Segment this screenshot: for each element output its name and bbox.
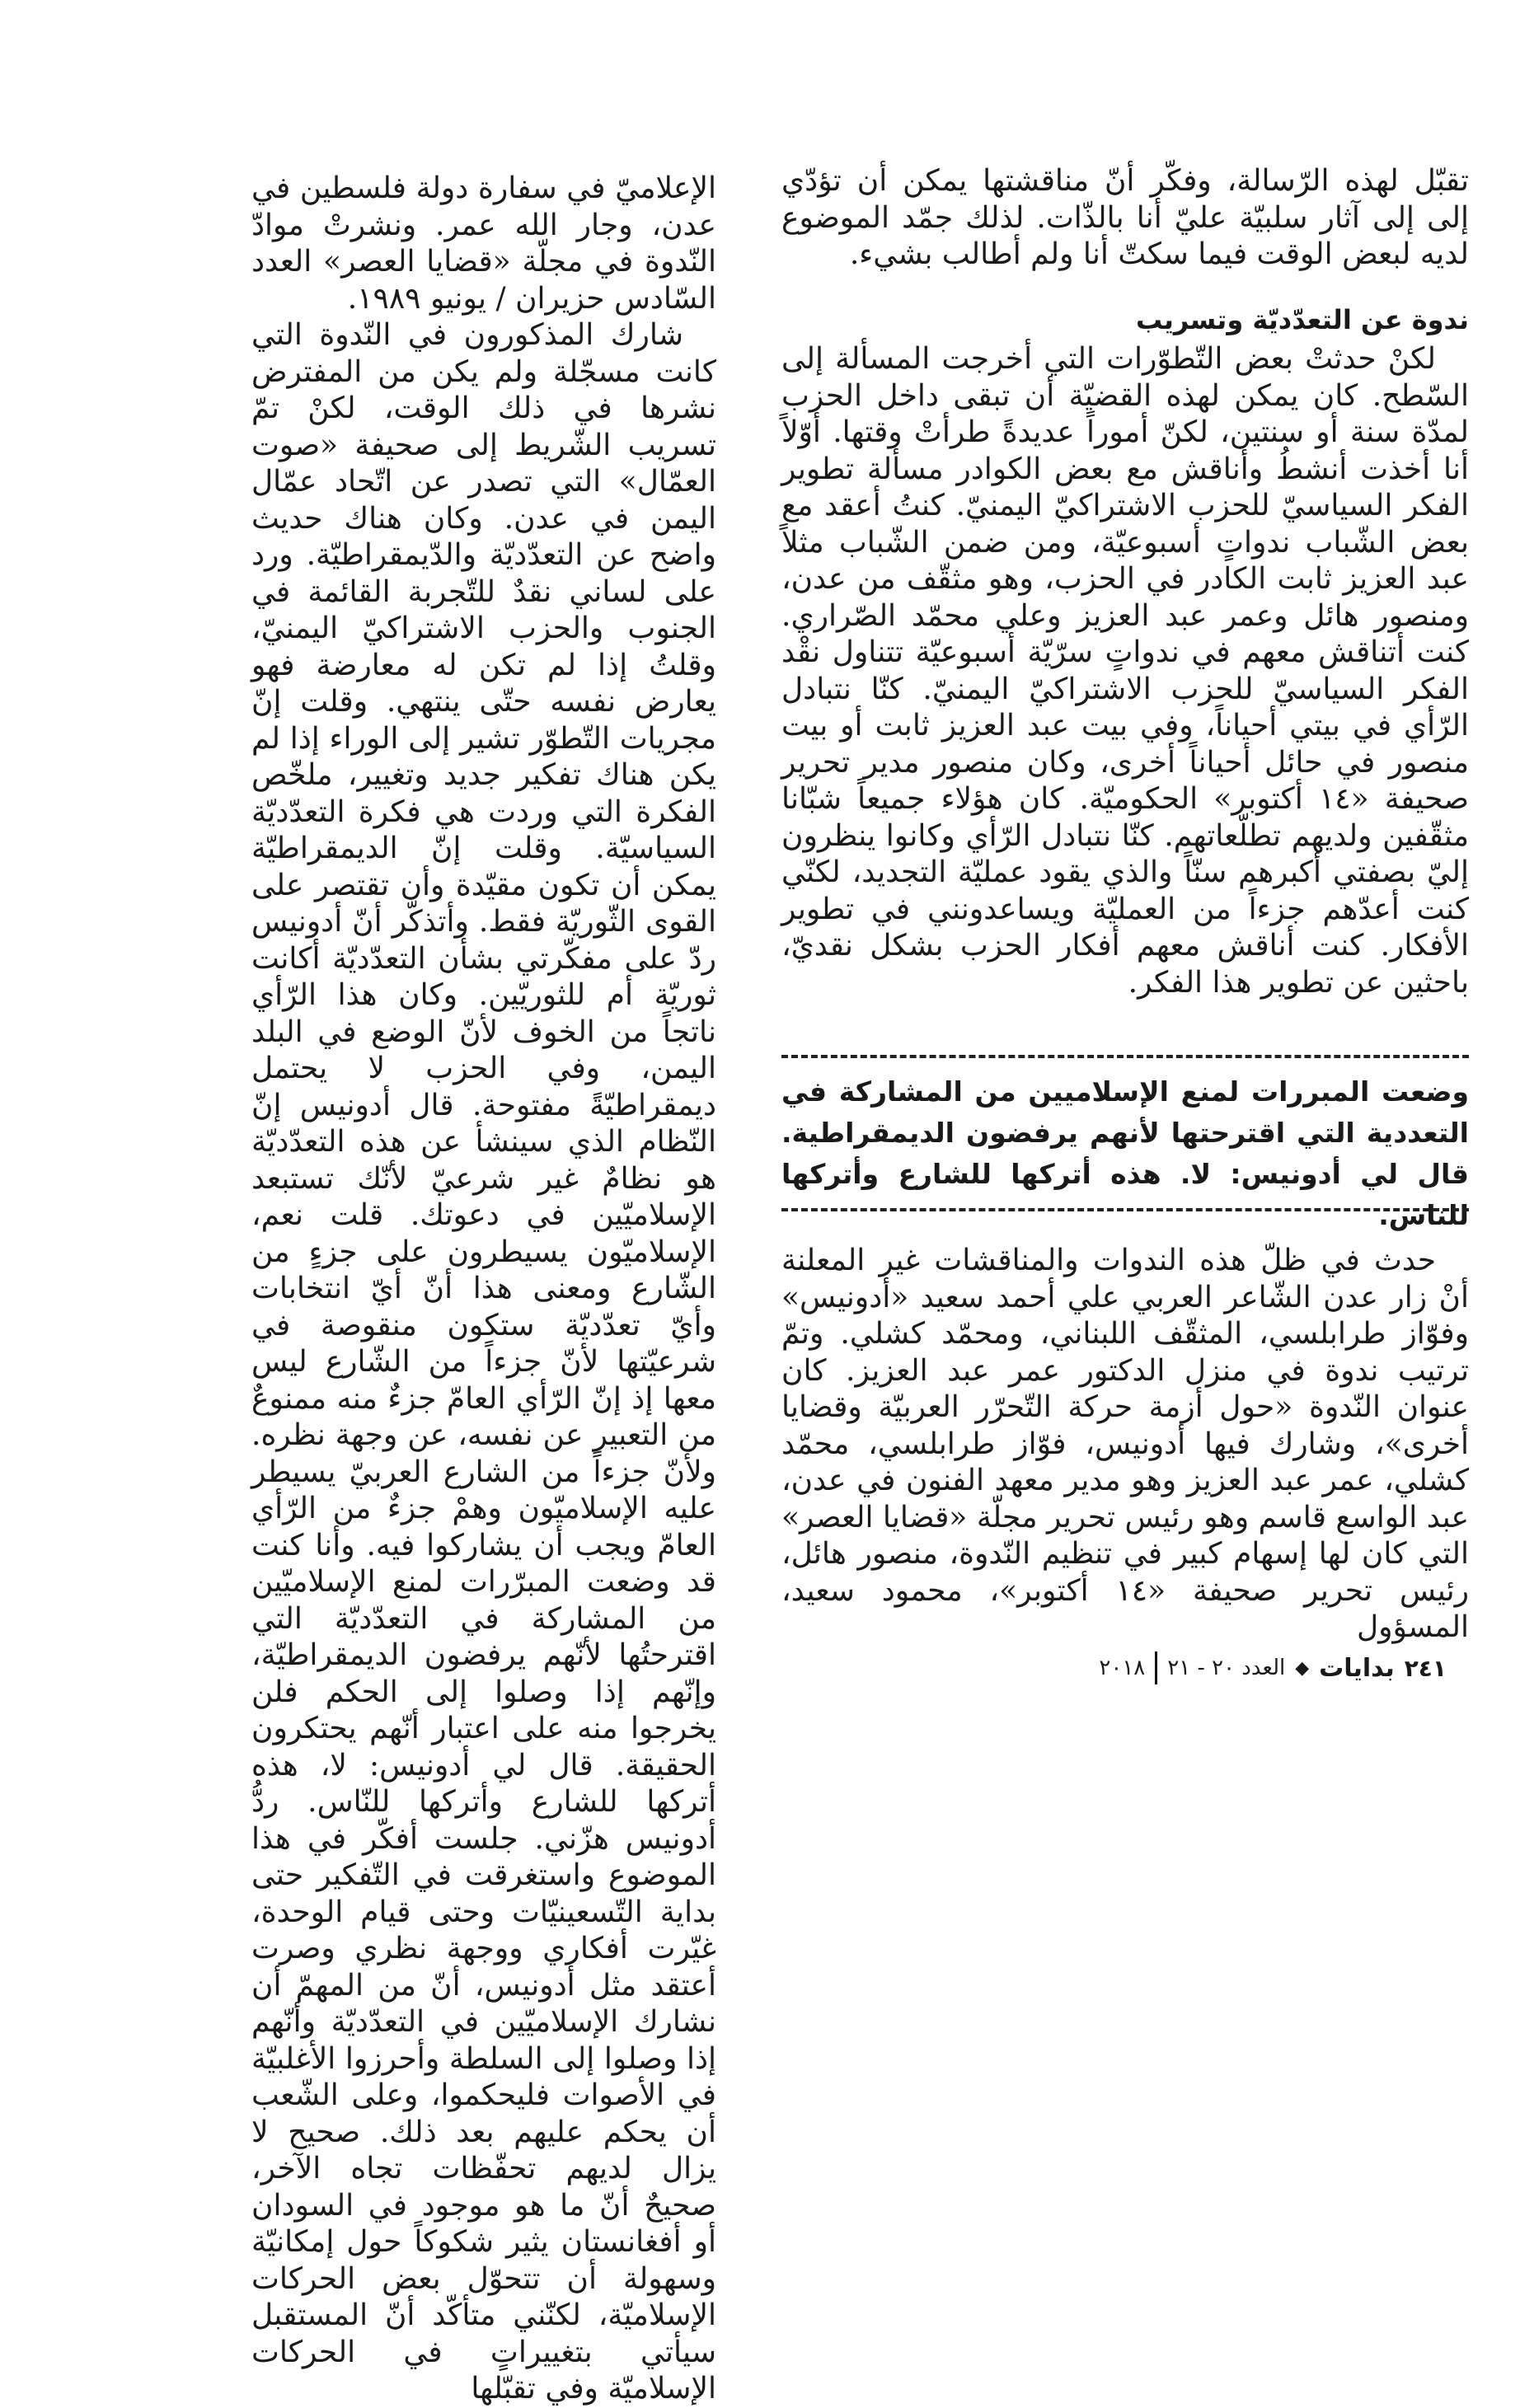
pull-quote-bottom-rule: [781, 1208, 1469, 1211]
pull-quote: [781, 1055, 1469, 1231]
magazine-name: بدايات: [1319, 1653, 1395, 1683]
section-heading: ندوة عن التعدّديّة وتسريب: [1135, 303, 1469, 335]
paragraph: تقبّل لهذه الرّسالة، وفكّر أنّ مناقشتها يمكن أن تؤدّي إلى إلى آثار سلبيّة عليّ أنا بالذّات. لذلك جمّد الموضوع لديه لبعض الوقت فيما سكتّ أنا ولم أطالب بشيء.: [781, 164, 1469, 271]
page-number: ٢٤١: [1404, 1654, 1447, 1682]
paragraph: لكنْ حدثتْ بعض التّطوّرات التي أخرجت المسألة إلى السّطح. كان يمكن لهذه القضيّة أن تبقى داخل الحزب لمدّة سنة أو سنتين، لكنّ أموراً عديدةً طرأتْ وقتها. أوّلاً أنا أخذت أنشطُ وأناقش مع بعض الكوادر مسألة تطوير الفكر السياسيّ للحزب الاشتراكيّ اليمنيّ. كنتُ أعقد مع بعض الشّباب ندواتٍ أسبوعيّة، ومن ضمن الشّباب مثلاً عبد العزيز ثابت الكادر في الحزب، وهو مثقّف من عدن، ومنصور هائل وعمر عبد العزيز وعلي محمّد الصّراري. كنت أتناقش معهم في ندواتٍ سرّيّة أسبوعيّة تتناول نقْد الفكر السياسيّ للحزب الاشتراكيّ اليمنيّ. كنّا نتبادل الرّأي في بيتي أحياناً، وفي بيت عبد العزيز ثابت أو بيت منصور في حائل أحياناً أخرى، وكان منصور مدير تحرير صحيفة «١٤ أكتوبر» الحكوميّة. كان هؤلاء جميعاً شبّانا مثقّفين ولديهم تطلّعاتهم. كنّا نتبادل الرّأي وكانوا ينظرون إليّ بصفتي أكبرهم سنّاً والذي يقود عمليّة التجديد، لكنّي كنت أعدّهم جزءاً من العمليّة ويساعدونني في تطوير الأفكار. كنت أناقش معهم أفكار الحزب بشكل نقديّ، باحثين عن تطوير هذا الفكر.: [781, 342, 1469, 1000]
paragraph: شارك المذكورون في النّدوة التي كانت مسجّلة ولم يكن من المفترض نشرها في ذلك الوقت، لكنْ تمّ تسريب الشّريط إلى صحيفة «صوت العمّال» التي تصدر عن اتّحاد عمّال اليمن في عدن. وكان هناك حديث واضح عن التعدّديّة والدّيمقراطيّة. ورد على لساني نقدٌ للتّجربة القائمة في الجنوب والحزب الاشتراكيّ اليمنيّ، وقلتُ إذا لم تكن له معارضة فهو يعارض نفسه حتّى ينتهي. وقلت إنّ مجريات التّطوّر تشير إلى الوراء إذا لم يكن هناك تفكير جديد وتغيير، ملخّص الفكرة التي وردت هي فكرة التعدّديّة السياسيّة. وقلت إنّ الديمقراطيّة يمكن أن تكون مقيّدة وأن تقتصر على القوى الثّوريّة فقط. وأتذكّر أنّ أدونيس ردّ على مفكّرتي بشأن التعدّديّة أكانت ثوريّة أم للثوريّين. وكان هذا الرّأي ناتجاً من الخوف لأنّ الوضع في البلد اليمن، وفي الحزب لا يحتمل ديمقراطيّةً مفتوحة. قال أدونيس إنّ النّظام الذي سينشأ عن هذه التعدّديّة هو نظامٌ غير شرعيّ لأنّك تستبعد الإسلاميّين في دعوتك. قلت نعم، الإسلاميّون يسيطرون على جزءٍ من الشّارع ومعنى هذا أنّ أيّ انتخابات وأيّ تعدّديّة ستكون منقوصة في شرعيّتها لأنّ جزءاً من الشّارع ليس معها إذ إنّ الرّأي العامّ جزءٌ منه ممنوعٌ من التعبير عن نفسه، عن وجهة نظره. ولأنّ جزءاً من الشارع العربيّ يسيطر عليه الإسلاميّون وهمْ جزءٌ من الرّأي العامّ ويجب أن يشاركوا فيه. وأنا كنت قد وضعت المبرّرات لمنع الإسلاميّين من المشاركة في التعدّديّة التي اقترحتُها لأنّهم يرفضون الديمقراطيّة، وإنّهم إذا وصلوا إلى الحكم فلن يخرجوا منه على اعتبار أنّهم يحتكرون الحقيقة. قال لي أدونيس: لا، هذه أتركها للشارع وأتركها للنّاس. ردُّ أدونيس هزّني. جلست أفكّر في هذا الموضوع واستغرقت في التّفكير حتى بداية التّسعينيّات وحتى قيام الوحدة، غيّرت أفكاري ووجهة نظري وصرت أعتقد مثل أدونيس، أنّ من المهمّ أن نشارك الإسلاميّين في التعدّديّة وأنّهم إذا وصلوا إلى السلطة وأحرزوا الأغلبيّة في الأصوات فليحكموا، وعلى الشّعب أن يحكم عليهم بعد ذلك. صحيح لا يزال لديهم تحفّظات تجاه الآخر، صحيحٌ أنّ ما هو موجود في السودان أو أفغانستان يثير شكوكاً حول إمكانيّة وسهولة أن تتحوّل بعض الحركات الإسلاميّة، لكنّني متأكّد أنّ المستقبل سيأتي بتغييراتٍ في الحركات الإسلاميّة وفي تقبّلها: [251, 318, 716, 2406]
page-footer: [1002, 1650, 1447, 1686]
pull-quote-text: وضعت المبررات لمنع الإسلاميين من المشاركة في التعددية التي اقترحتها لأنهم يرفضون الديمقراطية. قال لي أدونيس: لا. هذه أتركها للشارع وأتركها للناس.: [781, 1075, 1469, 1231]
footer-divider: [1155, 1651, 1157, 1684]
pull-quote-top-rule: [781, 1055, 1469, 1058]
right-column-bottom: [781, 1243, 1469, 1647]
right-column-top: [781, 163, 1469, 1001]
left-column: [251, 171, 716, 2408]
issue-year: ٢٠١٨: [1099, 1656, 1146, 1680]
paragraph: الإعلاميّ في سفارة دولة فلسطين في عدن، وجار الله عمر. ونشرتْ موادّ النّدوة في مجلّة «قضايا العصر» العدد السّادس حزيران / يونيو ١٩٨٩.: [251, 171, 716, 316]
paragraph: حدث في ظلّ هذه الندوات والمناقشات غير المعلنة أنْ زار عدن الشّاعر العربي علي أحمد سعيد «أدونيس» وفوّاز طرابلسي، المثقّف اللبناني، ومحمّد كشلي. وتمّ ترتيب ندوة في منزل الدكتور عمر عبد العزيز. كان عنوان النّدوة «حول أزمة حركة التّحرّر العربيّة وقضايا أخرى»، وشارك فيها أدونيس، فوّاز طرابلسي، محمّد كشلي، عمر عبد العزيز وهو مدير معهد الفنون في عدن، عبد الواسع قاسم وهو رئيس تحرير مجلّة «قضايا العصر» التي كان لها إسهام كبير في تنظيم النّدوة، منصور هائل، رئيس تحرير صحيفة «١٤ أكتوبر»، محمود سعيد، المسؤول: [781, 1244, 1469, 1644]
issue-number: العدد ٢٠ - ٢١: [1167, 1656, 1286, 1680]
diamond-icon: ◆: [1295, 1657, 1310, 1679]
